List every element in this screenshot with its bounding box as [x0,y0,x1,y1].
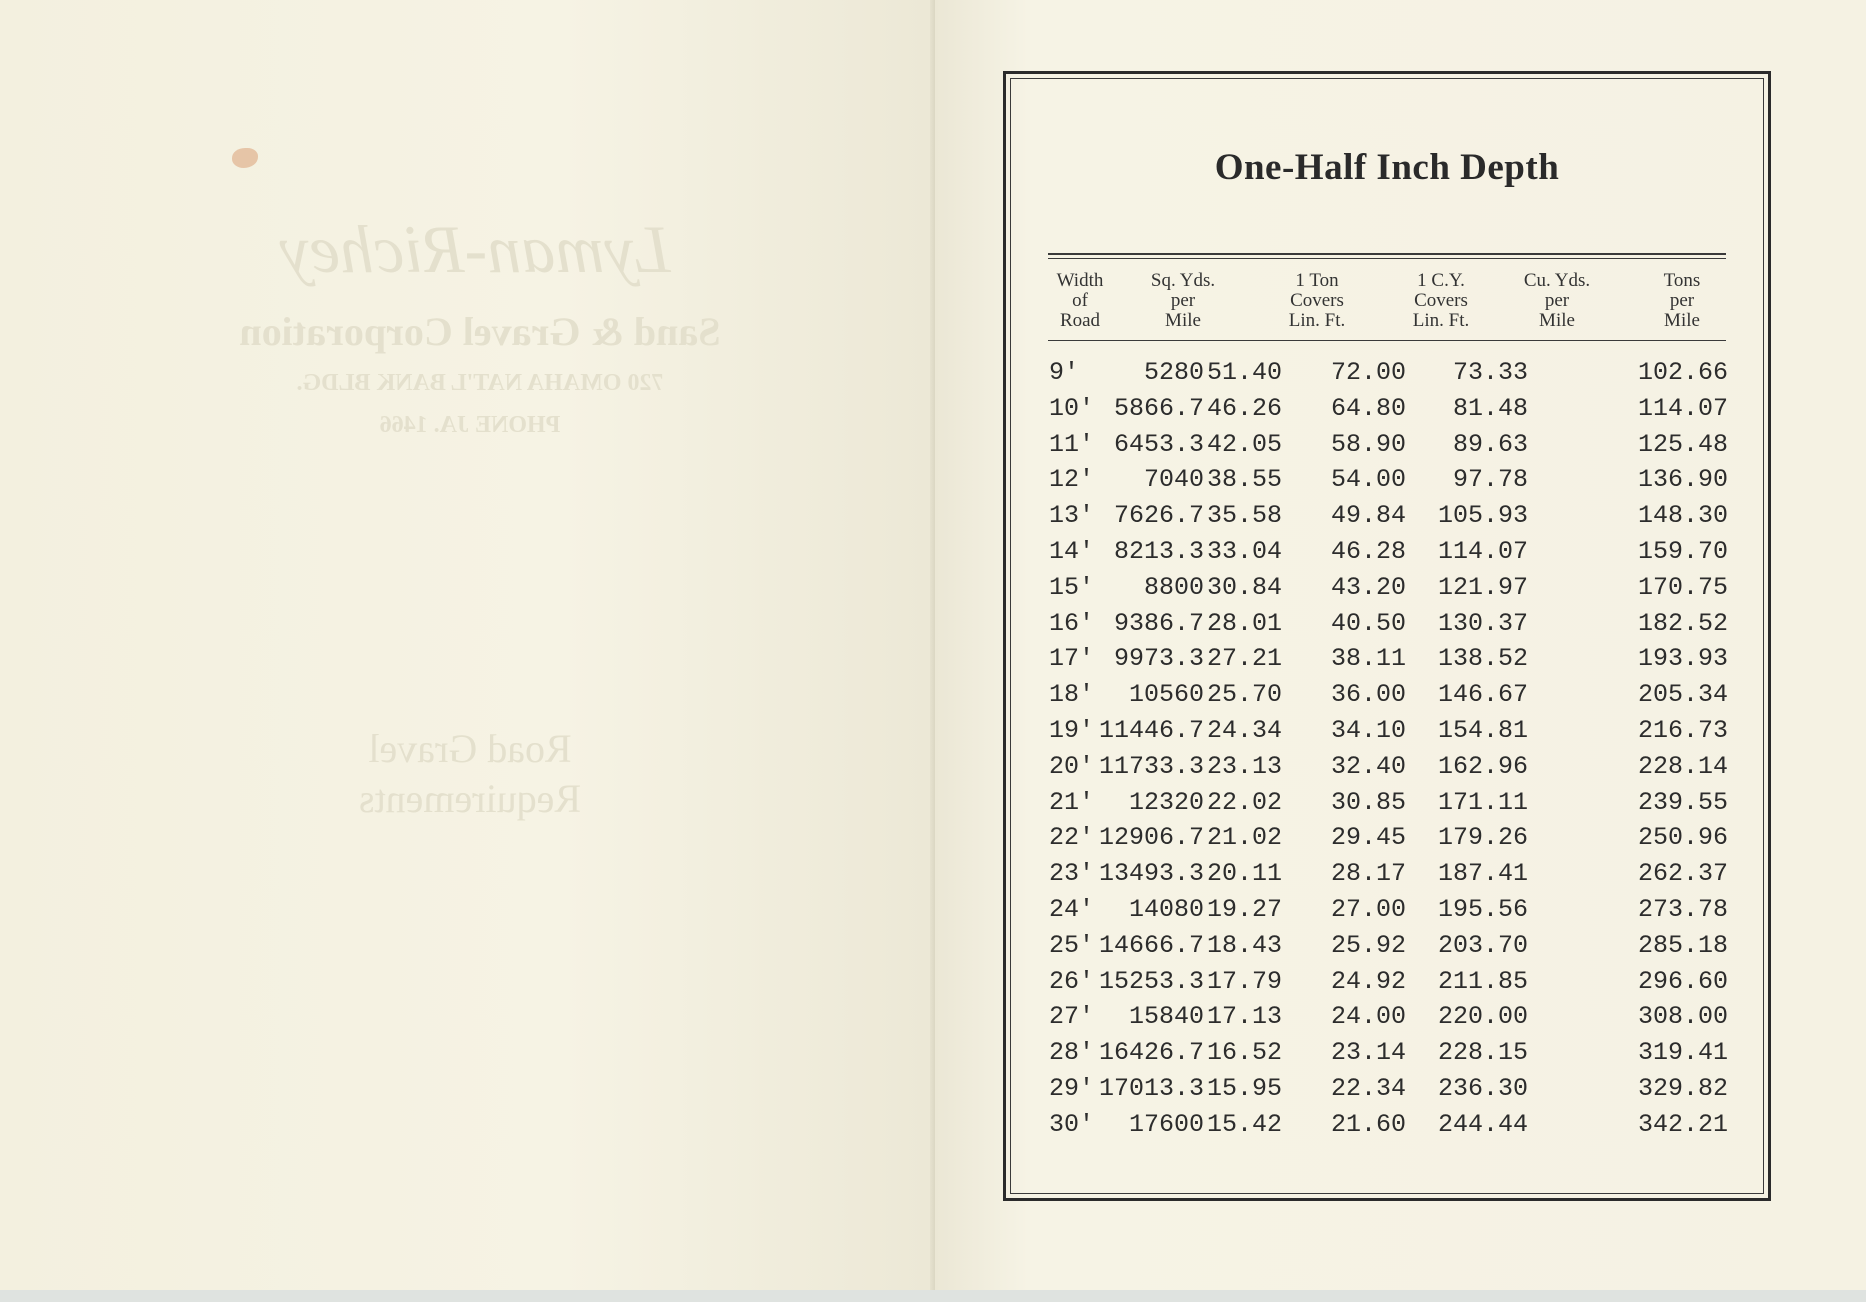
cell-value: 97.78 [1452,465,1528,495]
paper-stain [232,148,258,168]
ghost-road-gravel: Road Gravel [368,726,572,771]
cell-value: 14080 [1128,895,1204,924]
page-bottom-edge [0,1290,1866,1302]
cell-value: 342.21 [1637,1109,1728,1139]
cell-value: 28.17 [1330,859,1406,889]
cell-value: 121.97 [1437,572,1528,602]
cell-value: 193.93 [1637,644,1728,674]
table-title: One-Half Inch Depth [1214,147,1560,188]
cell-value: 8800 [1143,572,1204,602]
cell-value: 250.96 [1637,823,1728,853]
header-line: Sq. Yds. [1150,270,1216,291]
cell-value: 21.02 [1206,823,1282,853]
header-rule [1048,253,1726,255]
cell-value: 19.27 [1206,895,1282,924]
cell-value: 33.04 [1206,537,1282,566]
cell-value: 49.84 [1330,501,1406,531]
cell-value: 319.41 [1637,1038,1728,1068]
cell-value: 17.79 [1206,966,1282,996]
header-line: 1 Ton [1295,270,1339,291]
cell-value: 46.28 [1330,537,1406,566]
cell-value: 81.48 [1452,393,1528,423]
cell-value: 7626.7 [1113,501,1204,531]
cell-value: 42.05 [1206,429,1282,459]
col-header-cy-covers [1386,271,1496,331]
cell-value: 114.07 [1637,393,1728,423]
col-header-ton-covers [1262,271,1372,331]
col-header-width [1044,271,1116,331]
cell-value: 29.45 [1330,823,1406,853]
cell-value: 36.00 [1330,680,1406,710]
cell-value: 15.95 [1206,1074,1282,1103]
cell-width: 16' [1049,608,1095,638]
cell-value: 228.15 [1437,1038,1528,1068]
header-line: Road [1059,310,1101,331]
cell-value: 40.50 [1330,608,1406,638]
cell-value: 22.34 [1330,1074,1406,1103]
cell-width: 10' [1049,393,1095,423]
cell-value: 24.92 [1330,966,1406,996]
cell-width: 9' [1049,358,1080,387]
cell-value: 136.90 [1637,465,1728,495]
cell-value: 205.34 [1637,680,1728,710]
ghost-company-name: Lyman-Richey [279,211,671,287]
cell-value: 105.93 [1437,501,1528,531]
cell-value: 187.41 [1437,859,1528,889]
cell-value: 182.52 [1637,608,1728,638]
cell-value: 24.34 [1206,716,1282,745]
cell-value: 203.70 [1437,930,1528,960]
cell-value: 24.00 [1330,1002,1406,1032]
cell-value: 27.21 [1206,644,1282,674]
cell-value: 296.60 [1637,966,1728,996]
cell-value: 5280 [1143,358,1204,387]
cell-value: 114.07 [1437,537,1528,566]
cell-value: 51.40 [1206,358,1282,387]
cell-value: 195.56 [1437,895,1528,924]
header-line: Mile [1664,310,1700,331]
cell-value: 179.26 [1437,823,1528,853]
ghost-requirements: Requirements [358,776,582,821]
cell-value: 58.90 [1330,429,1406,459]
cell-value: 34.10 [1330,716,1406,745]
cell-value: 236.30 [1437,1074,1528,1103]
cell-width: 28' [1049,1038,1095,1068]
cell-value: 27.00 [1330,895,1406,924]
cell-value: 9386.7 [1113,608,1204,638]
cell-value: 130.37 [1437,608,1528,638]
cell-value: 15253.3 [1098,966,1204,996]
ghost-phone: PHONE JA. 1466 [379,412,561,438]
cell-width: 27' [1049,1002,1095,1032]
cell-width: 13' [1049,501,1095,531]
cell-width: 22' [1049,823,1095,853]
ghost-company-subtitle: Sand & Gravel Corporation [239,309,721,354]
cell-value: 308.00 [1637,1002,1728,1032]
cell-value: 64.80 [1330,393,1406,423]
cell-width: 14' [1049,537,1095,566]
col-header-sq-yds [1128,271,1238,331]
cell-value: 17.13 [1206,1002,1282,1032]
cell-value: 32.40 [1330,751,1406,781]
cell-value: 46.26 [1206,393,1282,423]
header-line: Lin. Ft. [1412,310,1470,331]
cell-width: 29' [1049,1074,1095,1103]
cell-value: 148.30 [1637,501,1728,531]
header-line: Tons [1663,270,1701,291]
cell-value: 30.85 [1330,787,1406,817]
cell-width: 19' [1049,716,1095,745]
cell-value: 273.78 [1637,895,1728,924]
cell-value: 220.00 [1437,1002,1528,1032]
cell-width: 20' [1049,751,1095,781]
cell-value: 28.01 [1206,608,1282,638]
header-line: Width [1056,270,1104,291]
cell-value: 159.70 [1637,537,1728,566]
cell-value: 6453.3 [1113,429,1204,459]
cell-value: 21.60 [1330,1109,1406,1139]
cell-width: 21' [1049,787,1095,817]
cell-width: 25' [1049,930,1095,960]
cell-value: 5866.7 [1113,393,1204,423]
cell-value: 22.02 [1206,787,1282,817]
cell-value: 211.85 [1437,966,1528,996]
cell-value: 15.42 [1206,1109,1282,1139]
cell-value: 25.70 [1206,680,1282,710]
cell-value: 54.00 [1330,465,1406,495]
header-line: of [1072,290,1088,311]
cell-value: 329.82 [1637,1074,1728,1103]
col-header-cu-yds [1502,271,1612,331]
header-line: per [1669,290,1695,311]
cell-value: 11446.7 [1098,716,1204,745]
cell-value: 11733.3 [1098,751,1204,781]
cell-width: 18' [1049,680,1095,710]
cell-value: 38.11 [1330,644,1406,674]
cell-value: 23.14 [1330,1038,1406,1068]
cell-width: 15' [1049,572,1095,602]
header-rule [1048,258,1726,259]
cell-value: 15840 [1128,1002,1204,1032]
cell-value: 16.52 [1206,1038,1282,1068]
header-line: per [1544,290,1570,311]
cell-value: 216.73 [1637,716,1728,745]
cell-value: 10560 [1128,680,1204,710]
cell-value: 30.84 [1206,572,1282,602]
cell-width: 12' [1049,465,1095,495]
cell-value: 125.48 [1637,429,1728,459]
cell-value: 9973.3 [1113,644,1204,674]
cell-value: 12320 [1128,787,1204,817]
header-rule [1048,340,1726,341]
ghost-address: 720 OMAHA NAT'L BANK BLDG. [296,370,664,396]
cell-value: 38.55 [1206,465,1282,495]
cell-value: 72.00 [1330,358,1406,387]
cell-value: 285.18 [1637,930,1728,960]
cell-value: 35.58 [1206,501,1282,531]
cell-value: 154.81 [1437,716,1528,745]
header-line: Lin. Ft. [1288,310,1346,331]
cell-value: 262.37 [1637,859,1728,889]
cell-value: 162.96 [1437,751,1528,781]
cell-value: 170.75 [1637,572,1728,602]
header-line: Covers [1290,290,1344,311]
header-line: Mile [1165,310,1201,331]
cell-value: 18.43 [1206,930,1282,960]
cell-value: 244.44 [1437,1109,1528,1139]
cell-value: 138.52 [1437,644,1528,674]
cell-value: 14666.7 [1098,930,1204,960]
cell-value: 13493.3 [1098,859,1204,889]
cell-width: 11' [1049,429,1095,459]
cell-value: 228.14 [1637,751,1728,781]
cell-width: 30' [1049,1109,1095,1139]
col-header-tons [1622,271,1742,331]
cell-width: 23' [1049,859,1095,889]
cell-value: 12906.7 [1098,823,1204,853]
cell-value: 102.66 [1637,358,1728,387]
cell-value: 20.11 [1206,859,1282,889]
cell-value: 171.11 [1437,787,1528,817]
cell-value: 73.33 [1452,358,1528,387]
header-line: Cu. Yds. [1523,270,1591,291]
header-line: Covers [1414,290,1468,311]
header-line: Mile [1539,310,1575,331]
cell-value: 17013.3 [1098,1074,1204,1103]
cell-value: 239.55 [1637,787,1728,817]
cell-value: 23.13 [1206,751,1282,781]
cell-width: 26' [1049,966,1095,996]
cell-width: 17' [1049,644,1095,674]
cell-value: 16426.7 [1098,1038,1204,1068]
cell-value: 8213.3 [1113,537,1204,566]
header-line: 1 C.Y. [1417,270,1465,291]
cell-value: 43.20 [1330,572,1406,602]
header-line: per [1170,290,1196,311]
cell-width: 24' [1049,895,1095,924]
cell-value: 25.92 [1330,930,1406,960]
cell-value: 7040 [1143,465,1204,495]
cell-value: 89.63 [1452,429,1528,459]
cell-value: 17600 [1128,1109,1204,1139]
cell-value: 146.67 [1437,680,1528,710]
